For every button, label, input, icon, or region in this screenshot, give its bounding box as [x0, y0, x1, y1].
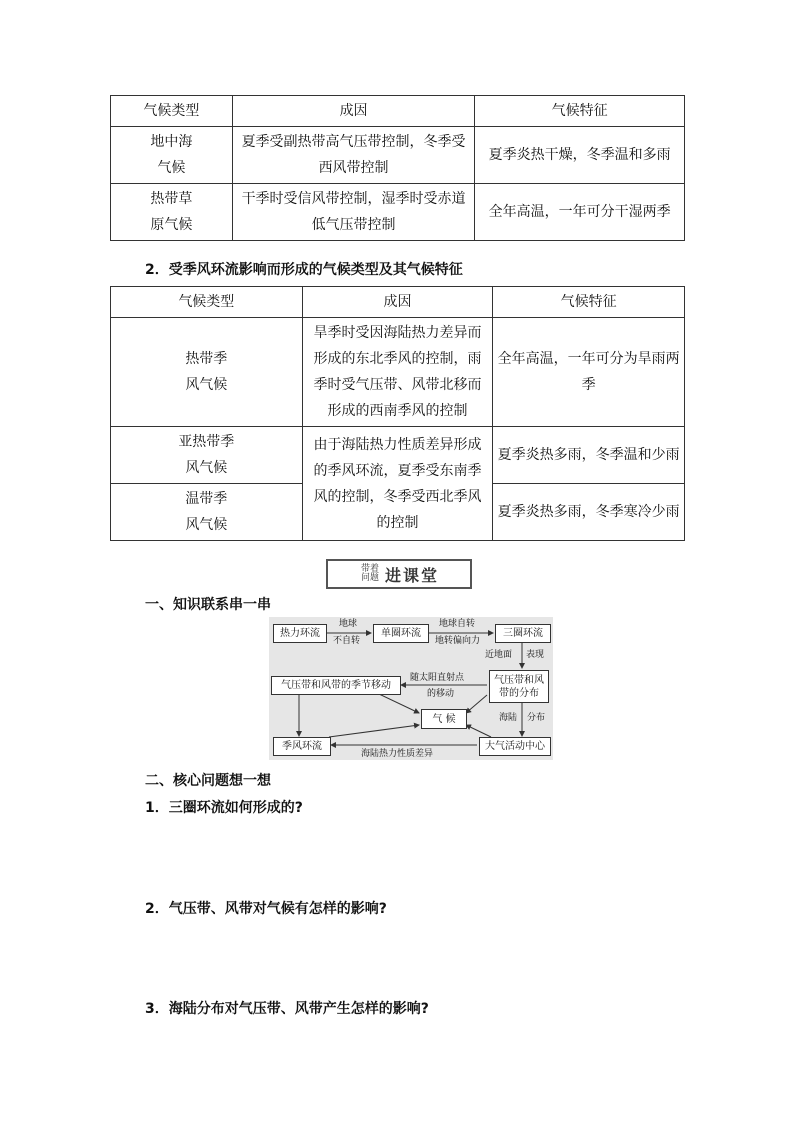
climate-type-cell: 亚热带季 风气候: [111, 427, 303, 484]
part-2-title: 二、核心问题想一想: [145, 773, 271, 789]
table-header-row: [111, 96, 685, 127]
feature-cell: 夏季炎热多雨，冬季温和少雨: [493, 427, 685, 484]
cause-text: 干季时受信风带控制，湿季时受赤道低气压带控制: [241, 191, 466, 233]
climate-type-cell: 热带季 风气候: [111, 318, 303, 427]
banner-small-text: 带着问题: [360, 564, 379, 583]
shared-cause-cell: 由于海陆热力性质差异形成的季风环流，夏季受东南季风的控制，冬季受西北季风的控制: [302, 427, 493, 541]
table-row: [111, 318, 685, 427]
question-3: 3．海陆分布对气压带、风带产生怎样的影响?: [145, 1001, 429, 1017]
table-row: [111, 184, 685, 241]
knowledge-diagram: [269, 617, 553, 760]
feature-cell: 夏季炎热干燥，冬季温和多雨: [475, 127, 685, 184]
feature-cell: 全年高温，一年可分干湿两季: [475, 184, 685, 241]
table-row: [111, 427, 685, 484]
cause-cell: [232, 184, 475, 241]
cause-cell: 旱季时受因海陆热力差异而形成的东北季风的控制，雨季时受气压带、风带北移而形成的西南季风的控制: [302, 318, 493, 427]
label-thermal-difference: 海陆热力性质差异: [361, 749, 434, 759]
climate-type-cell: 温带季 风气候: [111, 484, 303, 541]
table-header: 成因: [302, 287, 493, 318]
banner-big-text: 进课堂: [384, 565, 439, 585]
label-earth-rotation: 地球自转: [439, 619, 476, 629]
label-move: 的移动: [427, 689, 455, 699]
label-near-surface: 近地面: [485, 650, 513, 660]
table-header: 气候类型: [111, 287, 303, 318]
node-single-cell: 单圈环流: [373, 624, 429, 643]
table-header: 成因: [232, 96, 475, 127]
feature-cell: 全年高温，一年可分为旱雨两季: [493, 318, 685, 427]
table-header-row: [111, 287, 685, 318]
table-header: 气候特征: [493, 287, 685, 318]
label-manifest: 表现: [526, 650, 545, 660]
node-thermal-circulation: 热力环流: [273, 624, 327, 643]
label-no-rotation: 不自转: [333, 636, 361, 646]
label-earth: 地球: [339, 619, 358, 629]
climate-type-cell: 热带草 原气候: [111, 184, 233, 241]
node-seasonal-shift: 气压带和风带的季节移动: [271, 676, 401, 695]
section-banner: [326, 559, 472, 589]
node-pressure-wind-distribution: 气压带和风带的分布: [489, 670, 549, 703]
part-1-title: 一、知识联系串一串: [145, 597, 271, 613]
table-header: 气候特征: [475, 96, 685, 127]
question-2: 2．气压带、风带对气候有怎样的影响?: [145, 901, 387, 917]
table-header: 气候类型: [111, 96, 233, 127]
cause-text: 夏季受副热带高气压带控制，冬季受西风带控制: [241, 134, 466, 176]
cause-cell: [232, 127, 475, 184]
label-deflection: 地转偏向力: [435, 636, 481, 646]
node-three-cell: 三圈环流: [495, 624, 551, 643]
climate-type-cell: 地中海 气候: [111, 127, 233, 184]
node-climate: 气 候: [421, 709, 467, 729]
table-row: [111, 127, 685, 184]
section-2-title: 2．受季风环流影响而形成的气候类型及其气候特征: [145, 262, 463, 278]
question-1: 1．三圈环流如何形成的?: [145, 800, 303, 816]
node-monsoon-circulation: 季风环流: [273, 737, 331, 756]
label-sun-point: 随太阳直射点: [410, 673, 465, 683]
climate-table-1: [110, 95, 685, 241]
label-land-sea: 海陆: [499, 713, 518, 723]
feature-cell: 夏季炎热多雨，冬季寒冷少雨: [493, 484, 685, 541]
label-distribute: 分布: [527, 713, 546, 723]
node-atmospheric-centers: 大气活动中心: [479, 737, 551, 756]
climate-table-2: [110, 286, 685, 541]
